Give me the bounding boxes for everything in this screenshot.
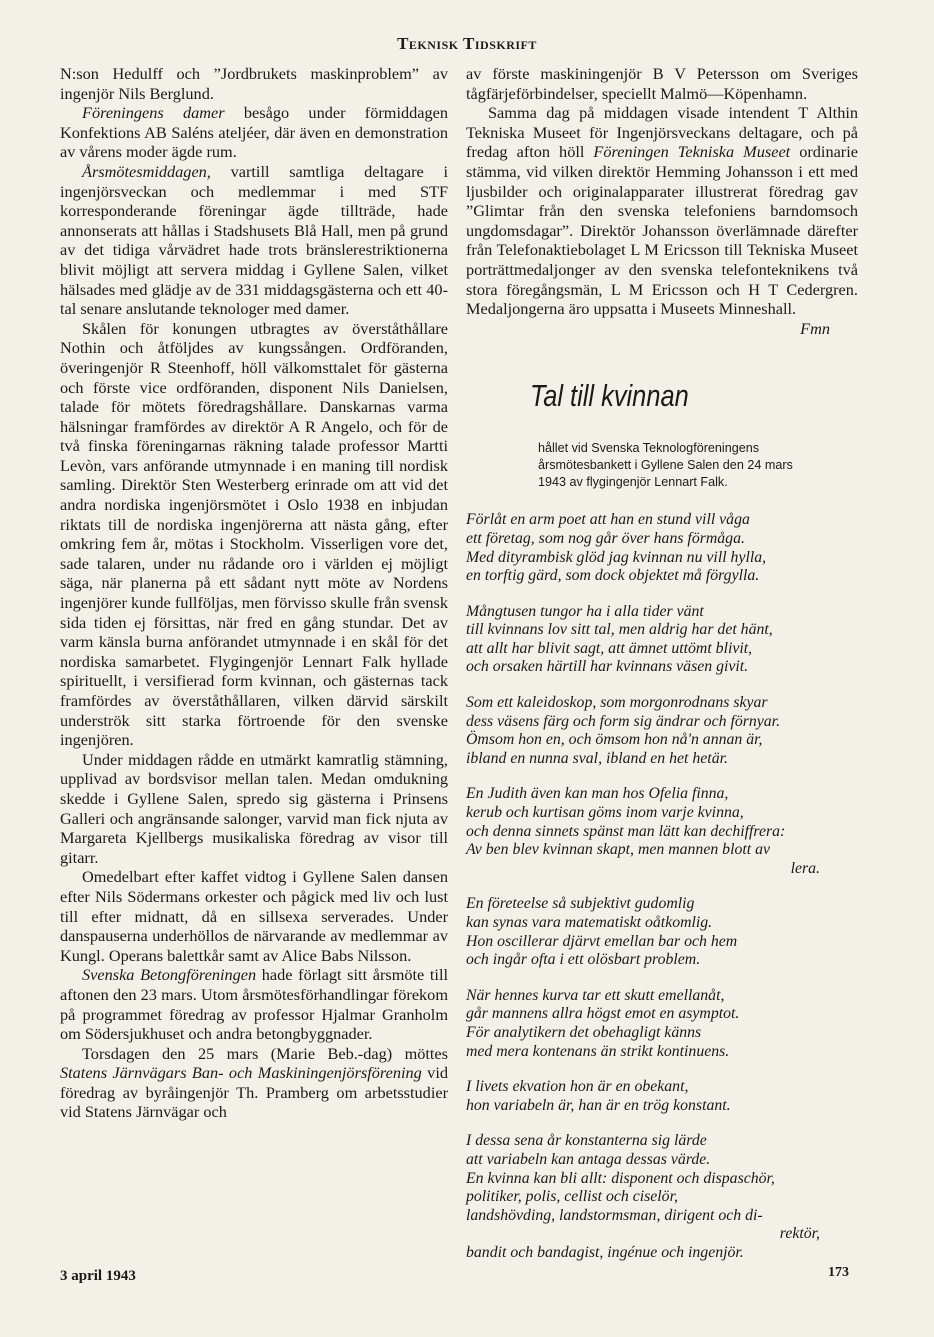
- paragraph: N:son Hedulff och ”Jordbrukets maskinproblem” av ingenjör Nils Berglund.: [60, 64, 448, 103]
- poem-line: En företeelse så subjektivt gudomlig: [466, 895, 695, 913]
- poem-line: För analytikern det obehagligt känns: [466, 1023, 702, 1041]
- poem-line: landshövding, landstormsman, dirigent och di-: [466, 1206, 763, 1224]
- poem-line: och ingår ofta i ett olösbart problem.: [466, 951, 701, 969]
- poem-stanza: [466, 1078, 858, 1115]
- poem-line: När hennes kurva tar ett skutt emellanåt,: [466, 986, 725, 1004]
- paragraph: Torsdagen den 25 mars (Marie Beb.-dag) möttes Statens Järnvägars Ban- och Maskiningenjörsförening vid föredrag av byråingenjör Th. Pramberg om arbetsstudier vid Statens Järnvägar och: [60, 1043, 448, 1122]
- poem-stanza: [466, 511, 858, 585]
- poem-line: att variabeln kan antaga dessas värde.: [466, 1150, 711, 1168]
- poem-line: rektör,: [779, 1225, 820, 1243]
- poem-stanza: [466, 895, 858, 969]
- poem-line: Mångtusen tungor ha i alla tider vänt: [466, 602, 704, 620]
- poem-line: I dessa sena år konstanterna sig lärde: [466, 1132, 707, 1150]
- poem-line: dess väsens färg och form sig ändrar och förnyar.: [466, 712, 781, 730]
- poem-line: kan synas vara matematiskt oåtkomlig.: [466, 914, 713, 931]
- poem-line: Ömsom hon en, och ömsom hon nå'n annan är,: [466, 731, 763, 749]
- poem-line: kerub och kurtisan göms inom varje kvinna,: [466, 804, 744, 822]
- poem-stanza: [466, 987, 858, 1061]
- article-intro: hållet vid Svenska Teknologföreningens årsmötesbankett i Gyllene Salen den 24 mars 1943 av flygingenjör Lennart Falk.: [538, 441, 793, 490]
- left-column: [60, 64, 448, 1122]
- poem-line: Hon oscillerar djärvt emellan bar och hem: [466, 932, 738, 950]
- signature: Fmn: [800, 318, 830, 338]
- page-number: 173: [828, 1265, 849, 1280]
- poem-line: går mannens allra högst emot en asymptot.: [466, 1005, 740, 1023]
- poem-line: hon variabeln är, han är en trög konstant.: [466, 1096, 731, 1114]
- right-column: [466, 64, 858, 1280]
- paragraph: Årsmötesmiddagen, vartill samtliga deltagare i ingenjörsveckan och medlemmar i med STF korresponderande föreningar ägde tillträde, hade annonserats att hållas i Stadshusets Blå Hall, men på grund av det tidiga vårvädret hade trots bränslerestriktionerna blivit möjligt att servera middag i Gyllene Salen, vilket hälsades med glädje av de 331 middagsgästerna och ett 40-tal senare anslutande teknologer med damer.: [60, 161, 448, 319]
- paragraph: Svenska Betongföreningen hade förlagt sitt årsmöte till aftonen den 23 mars. Utom årsmötesförhandlingar förekom på programmet föredrag av professor Hjalmar Granholm om Södersjukhuset och andra betongbyggnader.: [60, 965, 449, 1044]
- paragraph: Skålen för konungen utbragtes av överståthållare Nothin och åtföljdes av kungssången. Ordföranden, överingenjör R Steenhoff, höll välkomsttalet för gästerna och förste vice ordföranden, disponent Nils Danielsen, talade för mötets föredragshållare. Danskarnas varma hälsningar framfördes av direktör A R Angelo, och för de två finska föreningarnas räkning talade professor Martti Levòn, vars anförande utmynnade i en maning till nordisk samling. Direktör Sten Westerberg erinrade om att vid det andra nordiska ingenjörsmötet i Oslo 1938 en inbjudan riktats till de nordiska ingenjörerna att nästa gång, efter omkring fem år, mötas i Stockholm. Visserligen vore det, sade talaren, under nu rådande oro i världen ej möjligt säga, när planerna på ett sådant nytt möte av Nordens ingenjörer kunde fullföljas, men förvisso skulle från svensk sida tiden ej försittas, när fred en gång stundar. Det av varm känsla burna anförandet utmynnade i en skål för det nordiska samarbetet. Flygingenjör Lennart Falk hyllade spirituellt, i versifierad form kvinnan, och gästernas tack framfördes av överståthållaren, vilken därvid särskilt underströk sitt starka förtroende för den svenske ingenjören.: [60, 318, 448, 750]
- poem-line: Som ett kaleidoskop, som morgonrodnans skyar: [466, 694, 768, 712]
- poem-line: Av ben blev kvinnan skapt, men mannen blott av: [466, 841, 771, 859]
- poem-stanza: [466, 694, 858, 768]
- poem-line: en torftig gärd, som dock objektet må förgylla.: [466, 567, 760, 585]
- article-title: Tal till kvinnan: [530, 378, 689, 414]
- poem-line: bandit och bandagist, ingénue och ingenjör.: [466, 1243, 744, 1261]
- poem-line: lera.: [790, 859, 820, 877]
- poem-line: ibland en nunna sval, ibland en het hetär.: [466, 749, 728, 767]
- poem-line: och denna sinnets spänst man lätt kan dechiffrera:: [466, 822, 786, 840]
- poem: [466, 511, 858, 1262]
- poem-line: ett företag, som nog går över hans förmåga.: [466, 529, 745, 547]
- poem-line: till kvinnans lov sitt tal, men aldrig har det hänt,: [466, 621, 773, 639]
- poem-line: Förlåt en arm poet att han en stund vill våga: [466, 511, 750, 529]
- poem-line: att allt har blivit sagt, att ämnet uttömt blivit,: [466, 639, 753, 657]
- paragraph: Föreningens damer besågo under förmiddagen Konfektions AB Saléns ateljéer, där även en demonstration av vårens moder ägde rum.: [60, 103, 448, 162]
- paragraph: Samma dag på middagen visade intendent T Althin Tekniska Museet för Ingenjörsveckans deltagare, och på fredag afton höll Föreningen Tekniska Museet ordinarie stämma, vid vilken direktör Hemming Johansson i ett med ljusbilder och originalapparater illustrerat föredrag gav ”Glimtar från den svenska telefoniens barndomsoch ungdomsdagar”. Direktör Johansson överlämnade därefter från Telefonaktiebolaget L M Ericsson till Tekniska Museet porträttmedaljonger av den svenska telefonteknikens två stora föregångsmän, L M Ericsson och H T Cedergren. Medaljongerna äro uppsatta i Museets Minneshall.: [466, 103, 858, 319]
- footer-date: 3 april 1943: [60, 1268, 136, 1284]
- poem-line: och orsaken härtill har kvinnans väsen givit.: [466, 658, 749, 676]
- poem-line: med mera kontenans än strikt kontinuens.: [466, 1042, 730, 1060]
- paragraph: av förste maskiningenjör B V Petersson om Sveriges tågfärjeförbindelser, speciellt Malmö—Köpenhamn.: [466, 64, 858, 103]
- poem-stanza: [466, 1132, 858, 1262]
- poem-line: I livets ekvation hon är en obekant,: [466, 1078, 689, 1096]
- poem-stanza: [466, 603, 858, 677]
- paragraph: Omedelbart efter kaffet vidtog i Gyllene Salen dansen efter Nils Södermans orkester och pågick med liv och lust till efter midnatt, då en sillsexa serverades. Under danspauserna underhöllos de närvarande av medlemmar av Kungl. Operans balettkår samt av Alice Babs Nilsson.: [60, 867, 448, 965]
- paragraph: Under middagen rådde en utmärkt kamratlig stämning, upplivad av bordsvisor mellan talen. Medan omdukning skedde i Gyllene Salen, spredo sig gästerna i Prinsens Galleri och angränsande salonger, varvid man fick njuta av Margareta Kjellbergs musikaliska föredrag av visor till gitarr.: [60, 749, 448, 867]
- masthead: Teknisk Tidskrift: [397, 34, 537, 53]
- poem-line: En Judith även kan man hos Ofelia finna,: [466, 785, 729, 803]
- poem-line: politiker, polis, cellist och ciselör,: [466, 1188, 678, 1206]
- poem-line: En kvinna kan bli allt: disponent och dispaschör,: [466, 1169, 775, 1187]
- poem-line: Med dityrambisk glöd jag kvinnan nu vill hylla,: [466, 548, 767, 566]
- poem-stanza: [466, 785, 858, 878]
